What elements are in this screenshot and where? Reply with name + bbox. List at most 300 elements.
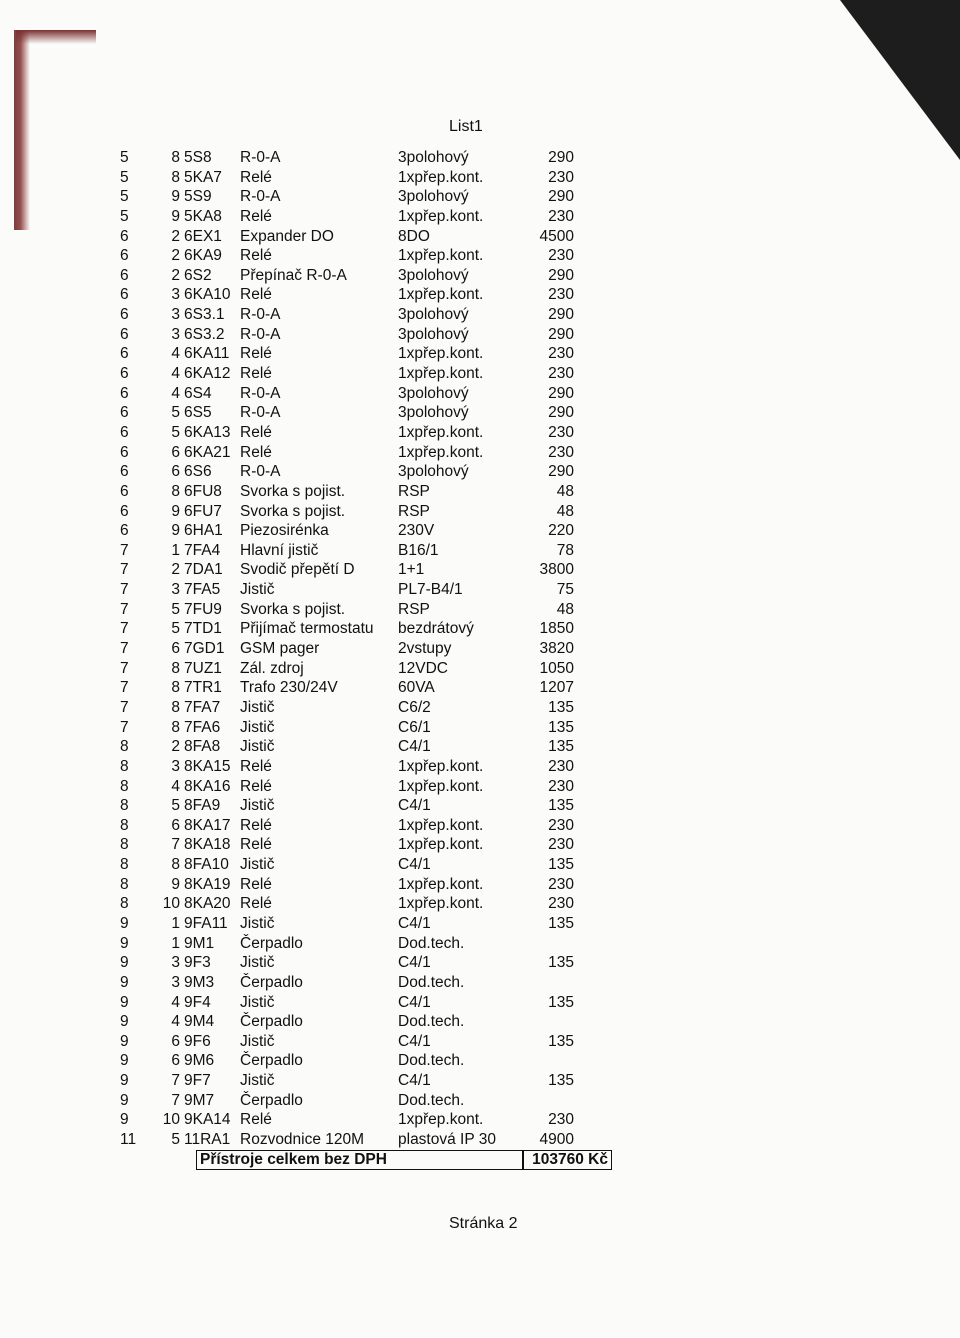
cell-code: 7TD1 xyxy=(184,620,222,638)
cell-price: 135 xyxy=(548,856,574,874)
cell-num: 8 xyxy=(171,659,180,677)
cell-grp: 9 xyxy=(120,1013,129,1031)
cell-code: 7TR1 xyxy=(184,679,222,697)
cell-type: 60VA xyxy=(398,679,435,697)
cell-price: 135 xyxy=(548,1072,574,1090)
cell-num: 7 xyxy=(171,1072,180,1090)
cell-grp: 9 xyxy=(120,973,129,991)
cell-num: 10 xyxy=(162,895,180,913)
table-row xyxy=(0,894,960,914)
table-row xyxy=(0,659,960,679)
cell-type: Dod.tech. xyxy=(398,1052,465,1070)
cell-type: B16/1 xyxy=(398,541,439,559)
cell-price: 290 xyxy=(548,266,574,284)
table-row xyxy=(0,560,960,580)
cell-type: 1xpřep.kont. xyxy=(398,875,484,893)
cell-num: 10 xyxy=(162,1111,180,1129)
cell-price: 135 xyxy=(548,954,574,972)
cell-price: 230 xyxy=(548,286,574,304)
cell-code: 9M6 xyxy=(184,1052,215,1070)
cell-price: 48 xyxy=(556,482,574,500)
cell-desc: Relé xyxy=(240,365,272,383)
cell-type: C4/1 xyxy=(398,993,431,1011)
table-row xyxy=(0,914,960,934)
cell-desc: Relé xyxy=(240,777,272,795)
cell-num: 2 xyxy=(171,247,180,265)
cell-price: 75 xyxy=(556,581,574,599)
total-value: 103760 Kč xyxy=(532,1151,608,1168)
cell-num: 1 xyxy=(171,934,180,952)
cell-num: 7 xyxy=(171,1091,180,1109)
cell-grp: 8 xyxy=(120,757,129,775)
cell-type: C4/1 xyxy=(398,738,431,756)
cell-num: 2 xyxy=(171,227,180,245)
cell-grp: 5 xyxy=(120,168,129,186)
table-row xyxy=(0,1130,960,1150)
cell-desc: Relé xyxy=(240,345,272,363)
cell-price: 135 xyxy=(548,718,574,736)
cell-desc: Čerpadlo xyxy=(240,1091,303,1109)
cell-price: 230 xyxy=(548,777,574,795)
cell-grp: 7 xyxy=(120,600,129,618)
cell-price: 290 xyxy=(548,325,574,343)
table-row xyxy=(0,718,960,738)
cell-type: Dod.tech. xyxy=(398,973,465,991)
cell-num: 9 xyxy=(171,207,180,225)
cell-grp: 6 xyxy=(120,325,129,343)
cell-num: 5 xyxy=(171,1131,180,1149)
cell-code: 8FA9 xyxy=(184,797,221,815)
cell-type: bezdrátový xyxy=(398,620,474,638)
cell-code: 6EX1 xyxy=(184,227,222,245)
cell-grp: 9 xyxy=(120,1091,129,1109)
cell-type: 3polohový xyxy=(398,306,469,324)
cell-code: 7GD1 xyxy=(184,640,225,658)
cell-price: 135 xyxy=(548,797,574,815)
cell-desc: Čerpadlo xyxy=(240,1052,303,1070)
table-row xyxy=(0,639,960,659)
cell-grp: 5 xyxy=(120,149,129,166)
cell-price: 230 xyxy=(548,247,574,265)
cell-type: 12VDC xyxy=(398,659,448,677)
cell-type: 1xpřep.kont. xyxy=(398,247,484,265)
cell-desc: Čerpadlo xyxy=(240,973,303,991)
cell-desc: Jistič xyxy=(240,954,275,972)
table-row xyxy=(0,757,960,777)
cell-grp: 9 xyxy=(120,1072,129,1090)
cell-type: 1xpřep.kont. xyxy=(398,207,484,225)
cell-price: 3820 xyxy=(539,640,574,658)
cell-code: 11RA1 xyxy=(184,1131,231,1149)
cell-grp: 9 xyxy=(120,954,129,972)
cell-num: 6 xyxy=(171,463,180,481)
cell-price: 230 xyxy=(548,875,574,893)
cell-code: 6S2 xyxy=(184,266,212,284)
cell-price: 230 xyxy=(548,423,574,441)
table-row xyxy=(0,502,960,522)
cell-code: 8KA15 xyxy=(184,757,231,775)
table-row xyxy=(0,541,960,561)
cell-type: 1xpřep.kont. xyxy=(398,365,484,383)
cell-type: 1xpřep.kont. xyxy=(398,895,484,913)
cell-price: 135 xyxy=(548,1032,574,1050)
cell-num: 8 xyxy=(171,482,180,500)
cell-code: 6KA21 xyxy=(184,443,231,461)
cell-grp: 7 xyxy=(120,718,129,736)
cell-code: 7FU9 xyxy=(184,600,222,618)
table-row xyxy=(0,305,960,325)
cell-price: 48 xyxy=(556,502,574,520)
cell-code: 9M1 xyxy=(184,934,215,952)
cell-code: 6KA13 xyxy=(184,423,231,441)
cell-code: 7FA7 xyxy=(184,698,221,716)
cell-price: 3800 xyxy=(539,561,574,579)
cell-num: 5 xyxy=(171,620,180,638)
cell-desc: Relé xyxy=(240,875,272,893)
cell-desc: R-0-A xyxy=(240,404,281,422)
cell-grp: 11 xyxy=(120,1131,137,1149)
cell-grp: 8 xyxy=(120,738,129,756)
cell-grp: 6 xyxy=(120,423,129,441)
cell-desc: Relé xyxy=(240,247,272,265)
cell-num: 9 xyxy=(171,522,180,540)
table-row xyxy=(0,816,960,836)
cell-type: 1xpřep.kont. xyxy=(398,168,484,186)
cell-grp: 6 xyxy=(120,384,129,402)
cell-grp: 6 xyxy=(120,502,129,520)
cell-code: 9F4 xyxy=(184,993,211,1011)
cell-code: 8FA8 xyxy=(184,738,221,756)
cell-grp: 8 xyxy=(120,836,129,854)
cell-num: 4 xyxy=(171,777,180,795)
cell-num: 4 xyxy=(171,384,180,402)
cell-code: 5S8 xyxy=(184,149,212,166)
cell-price: 4500 xyxy=(539,227,574,245)
cell-num: 9 xyxy=(171,188,180,206)
table-row xyxy=(0,1091,960,1111)
cell-price: 1050 xyxy=(539,659,574,677)
cell-desc: R-0-A xyxy=(240,149,281,166)
cell-type: C4/1 xyxy=(398,954,431,972)
cell-price: 230 xyxy=(548,895,574,913)
cell-code: 6KA11 xyxy=(184,345,230,363)
cell-type: 1xpřep.kont. xyxy=(398,757,484,775)
cell-grp: 7 xyxy=(120,679,129,697)
cell-desc: Relé xyxy=(240,895,272,913)
cell-desc: Piezosirénka xyxy=(240,522,329,540)
cell-num: 5 xyxy=(171,404,180,422)
cell-type: 1xpřep.kont. xyxy=(398,443,484,461)
cell-code: 6KA9 xyxy=(184,247,222,265)
cell-desc: Relé xyxy=(240,168,272,186)
cell-price: 135 xyxy=(548,993,574,1011)
cell-desc: Svodič přepětí D xyxy=(240,561,355,579)
cell-grp: 8 xyxy=(120,777,129,795)
cell-price: 230 xyxy=(548,816,574,834)
cell-type: C4/1 xyxy=(398,1072,431,1090)
cell-code: 8KA19 xyxy=(184,875,231,893)
cell-code: 8KA17 xyxy=(184,816,231,834)
cell-num: 5 xyxy=(171,797,180,815)
table-row xyxy=(0,796,960,816)
table-row xyxy=(0,580,960,600)
cell-desc: Jistič xyxy=(240,797,275,815)
cell-num: 9 xyxy=(171,502,180,520)
table-row xyxy=(0,619,960,639)
cell-num: 5 xyxy=(171,600,180,618)
cell-price: 290 xyxy=(548,149,574,166)
table-row xyxy=(0,168,960,188)
table-row xyxy=(0,934,960,954)
cell-price: 78 xyxy=(556,541,574,559)
cell-code: 9M7 xyxy=(184,1091,215,1109)
cell-code: 6S6 xyxy=(184,463,212,481)
cell-type: 1xpřep.kont. xyxy=(398,836,484,854)
cell-code: 6HA1 xyxy=(184,522,223,540)
cell-grp: 6 xyxy=(120,463,129,481)
cell-num: 8 xyxy=(171,168,180,186)
cell-type: 1xpřep.kont. xyxy=(398,423,484,441)
cell-type: C4/1 xyxy=(398,856,431,874)
cell-grp: 6 xyxy=(120,266,129,284)
table-row xyxy=(0,246,960,266)
cell-code: 9FA11 xyxy=(184,914,228,932)
table-row xyxy=(0,285,960,305)
cell-type: PL7-B4/1 xyxy=(398,581,463,599)
cell-price: 1850 xyxy=(539,620,574,638)
cell-grp: 9 xyxy=(120,1052,129,1070)
cell-type: 3polohový xyxy=(398,463,469,481)
table-row xyxy=(0,1032,960,1052)
parts-table xyxy=(0,148,960,1150)
cell-grp: 5 xyxy=(120,207,129,225)
cell-type: 2vstupy xyxy=(398,640,452,658)
cell-grp: 6 xyxy=(120,227,129,245)
cell-desc: Relé xyxy=(240,207,272,225)
cell-type: 1xpřep.kont. xyxy=(398,286,484,304)
cell-type: 3polohový xyxy=(398,384,469,402)
cell-grp: 9 xyxy=(120,993,129,1011)
cell-code: 8KA18 xyxy=(184,836,231,854)
cell-code: 8FA10 xyxy=(184,856,229,874)
cell-grp: 7 xyxy=(120,640,129,658)
cell-price: 290 xyxy=(548,188,574,206)
cell-type: 1xpřep.kont. xyxy=(398,777,484,795)
table-row xyxy=(0,462,960,482)
cell-price: 135 xyxy=(548,738,574,756)
scan-edge-shadow-top xyxy=(16,30,96,44)
sheet-title: List1 xyxy=(449,118,483,135)
table-row xyxy=(0,266,960,286)
cell-num: 3 xyxy=(171,581,180,599)
cell-desc: Jistič xyxy=(240,698,275,716)
cell-type: C6/2 xyxy=(398,698,431,716)
cell-num: 4 xyxy=(171,345,180,363)
cell-grp: 8 xyxy=(120,875,129,893)
cell-price: 290 xyxy=(548,463,574,481)
cell-price: 230 xyxy=(548,1111,574,1129)
cell-desc: Jistič xyxy=(240,993,275,1011)
cell-price: 230 xyxy=(548,757,574,775)
cell-code: 6S3.2 xyxy=(184,325,225,343)
cell-type: 8DO xyxy=(398,227,430,245)
cell-code: 5KA8 xyxy=(184,207,222,225)
cell-num: 8 xyxy=(171,698,180,716)
table-row xyxy=(0,835,960,855)
cell-grp: 8 xyxy=(120,895,129,913)
cell-code: 6FU7 xyxy=(184,502,222,520)
table-row xyxy=(0,187,960,207)
cell-desc: Relé xyxy=(240,836,272,854)
cell-price: 230 xyxy=(548,207,574,225)
cell-num: 4 xyxy=(171,1013,180,1031)
cell-grp: 6 xyxy=(120,482,129,500)
table-row xyxy=(0,678,960,698)
cell-code: 9M3 xyxy=(184,973,215,991)
table-row xyxy=(0,777,960,797)
cell-type: C4/1 xyxy=(398,914,431,932)
cell-grp: 8 xyxy=(120,816,129,834)
cell-desc: R-0-A xyxy=(240,188,281,206)
cell-type: Dod.tech. xyxy=(398,934,465,952)
cell-type: plastová IP 30 xyxy=(398,1131,496,1149)
cell-num: 5 xyxy=(171,423,180,441)
cell-price: 220 xyxy=(548,522,574,540)
table-row xyxy=(0,227,960,247)
table-row xyxy=(0,325,960,345)
cell-type: Dod.tech. xyxy=(398,1091,465,1109)
cell-price: 230 xyxy=(548,345,574,363)
cell-desc: Svorka s pojist. xyxy=(240,502,346,520)
table-row xyxy=(0,443,960,463)
cell-code: 7DA1 xyxy=(184,561,223,579)
cell-grp: 9 xyxy=(120,914,129,932)
cell-desc: Relé xyxy=(240,1111,272,1129)
table-row xyxy=(0,973,960,993)
table-row xyxy=(0,423,960,443)
cell-type: C6/1 xyxy=(398,718,431,736)
cell-type: RSP xyxy=(398,600,430,618)
cell-desc: Relé xyxy=(240,816,272,834)
cell-grp: 9 xyxy=(120,1111,129,1129)
table-row xyxy=(0,1051,960,1071)
cell-num: 3 xyxy=(171,306,180,324)
cell-grp: 6 xyxy=(120,286,129,304)
table-row xyxy=(0,364,960,384)
cell-grp: 9 xyxy=(120,934,129,952)
cell-num: 3 xyxy=(171,973,180,991)
cell-grp: 6 xyxy=(120,345,129,363)
cell-grp: 6 xyxy=(120,247,129,265)
cell-num: 4 xyxy=(171,993,180,1011)
cell-type: Dod.tech. xyxy=(398,1013,465,1031)
cell-desc: Přepínač R-0-A xyxy=(240,266,347,284)
cell-desc: Svorka s pojist. xyxy=(240,482,346,500)
cell-price: 4900 xyxy=(539,1131,574,1149)
cell-code: 5KA7 xyxy=(184,168,222,186)
cell-desc: Relé xyxy=(240,423,272,441)
cell-code: 9F7 xyxy=(184,1072,211,1090)
cell-num: 8 xyxy=(171,149,180,166)
cell-desc: R-0-A xyxy=(240,384,281,402)
cell-price: 290 xyxy=(548,384,574,402)
total-label: Přístroje celkem bez DPH xyxy=(200,1151,387,1168)
table-row xyxy=(0,875,960,895)
cell-num: 1 xyxy=(171,914,180,932)
table-row xyxy=(0,148,960,168)
cell-code: 6KA10 xyxy=(184,286,231,304)
cell-desc: R-0-A xyxy=(240,306,281,324)
cell-desc: Jistič xyxy=(240,856,275,874)
cell-type: 3polohový xyxy=(398,188,469,206)
cell-type: 3polohový xyxy=(398,266,469,284)
cell-desc: R-0-A xyxy=(240,463,281,481)
cell-grp: 6 xyxy=(120,404,129,422)
cell-price: 230 xyxy=(548,443,574,461)
cell-desc: Přijímač termostatu xyxy=(240,620,374,638)
cell-type: 1xpřep.kont. xyxy=(398,1111,484,1129)
table-row xyxy=(0,993,960,1013)
cell-price: 1207 xyxy=(539,679,574,697)
cell-desc: Svorka s pojist. xyxy=(240,600,346,618)
cell-price: 230 xyxy=(548,836,574,854)
cell-num: 2 xyxy=(171,738,180,756)
cell-grp: 9 xyxy=(120,1032,129,1050)
cell-price: 290 xyxy=(548,306,574,324)
cell-grp: 6 xyxy=(120,522,129,540)
cell-grp: 7 xyxy=(120,698,129,716)
cell-num: 1 xyxy=(171,541,180,559)
cell-desc: Jistič xyxy=(240,738,275,756)
table-row xyxy=(0,855,960,875)
cell-code: 7FA6 xyxy=(184,718,221,736)
table-row xyxy=(0,207,960,227)
cell-num: 3 xyxy=(171,954,180,972)
cell-desc: Rozvodnice 120M xyxy=(240,1131,365,1149)
table-row xyxy=(0,482,960,502)
cell-code: 9M4 xyxy=(184,1013,215,1031)
cell-num: 9 xyxy=(171,875,180,893)
cell-num: 6 xyxy=(171,1032,180,1050)
cell-type: RSP xyxy=(398,482,430,500)
cell-code: 5S9 xyxy=(184,188,212,206)
table-row xyxy=(0,521,960,541)
cell-num: 2 xyxy=(171,266,180,284)
table-row xyxy=(0,403,960,423)
cell-num: 3 xyxy=(171,757,180,775)
cell-code: 6S3.1 xyxy=(184,306,225,324)
cell-type: 230V xyxy=(398,522,435,540)
cell-code: 6S5 xyxy=(184,404,212,422)
cell-desc: Hlavní jistič xyxy=(240,541,319,559)
cell-code: 8KA16 xyxy=(184,777,231,795)
cell-type: 3polohový xyxy=(398,325,469,343)
cell-grp: 7 xyxy=(120,659,129,677)
cell-type: 1+1 xyxy=(398,561,425,579)
cell-code: 7FA4 xyxy=(184,541,221,559)
cell-desc: Expander DO xyxy=(240,227,334,245)
cell-desc: Jistič xyxy=(240,1072,275,1090)
cell-desc: GSM pager xyxy=(240,640,320,658)
cell-num: 4 xyxy=(171,365,180,383)
cell-desc: Jistič xyxy=(240,914,275,932)
table-row xyxy=(0,953,960,973)
cell-grp: 8 xyxy=(120,797,129,815)
cell-grp: 5 xyxy=(120,188,129,206)
cell-price: 135 xyxy=(548,698,574,716)
cell-type: 3polohový xyxy=(398,404,469,422)
cell-desc: Čerpadlo xyxy=(240,934,303,952)
